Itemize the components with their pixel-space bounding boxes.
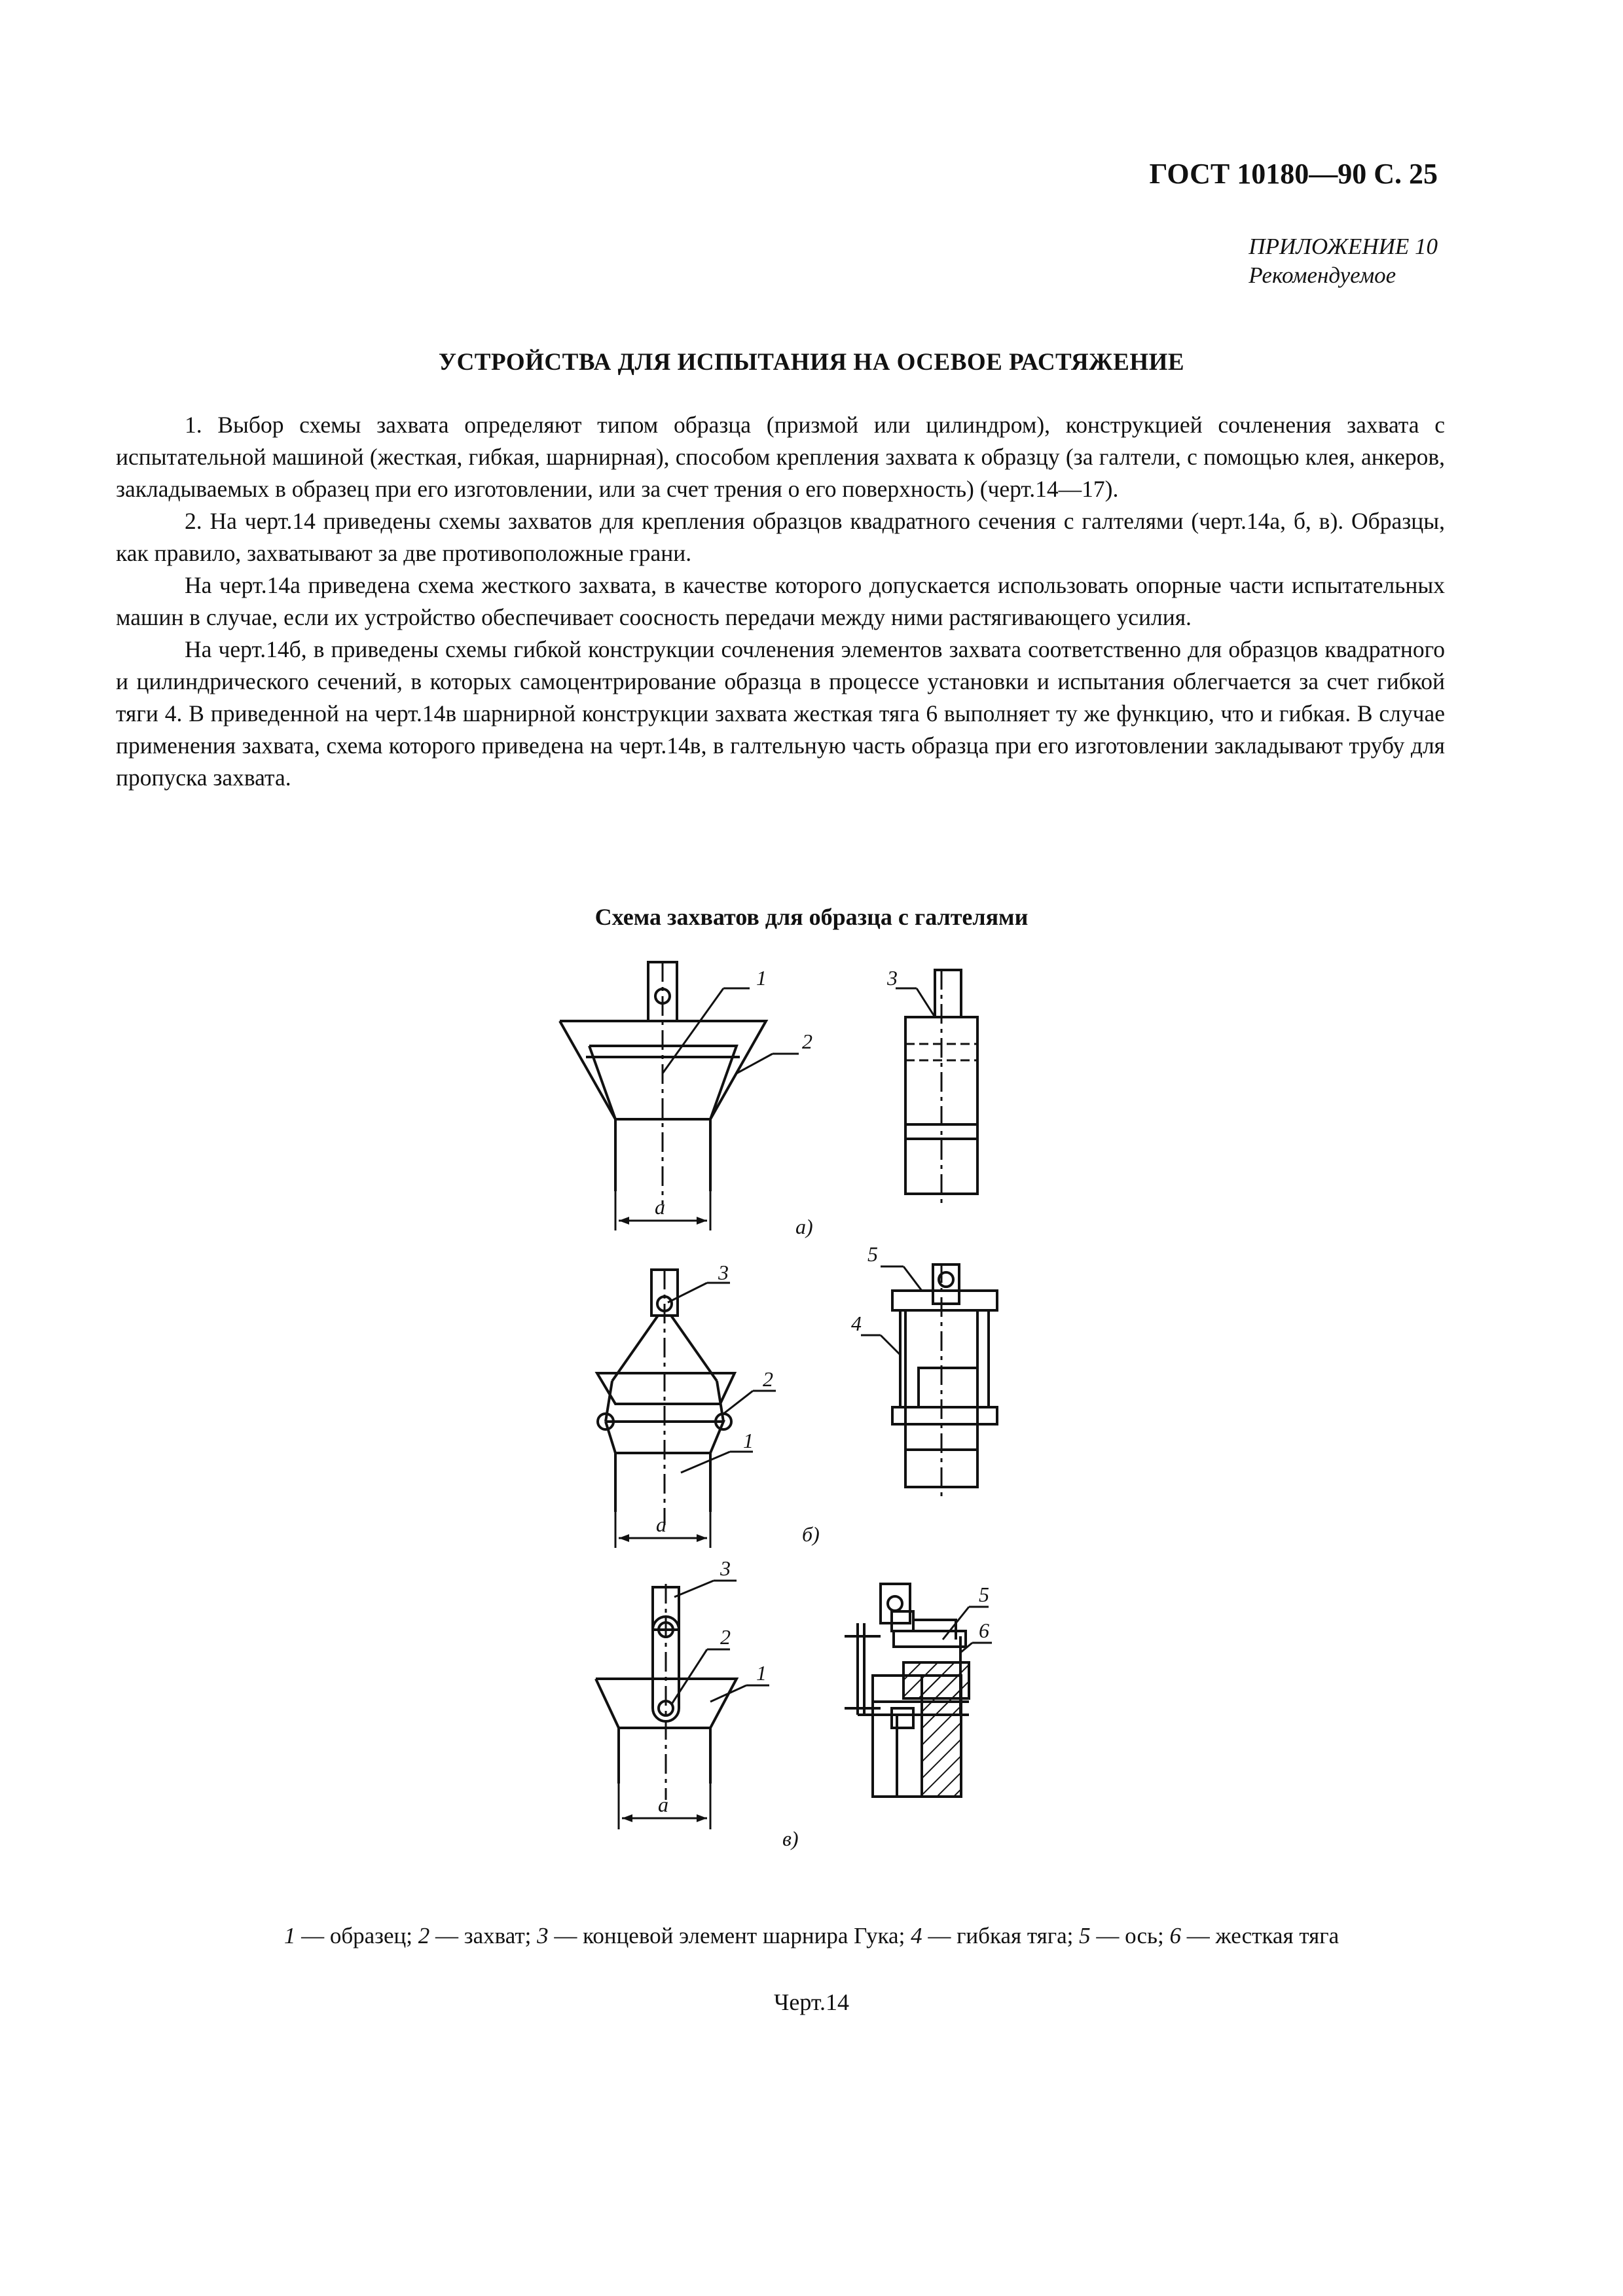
figure-subtitle: Схема захватов для образца с галтелями [594, 904, 1029, 930]
panel-label-c: в) [782, 1827, 799, 1850]
legend-num-6: 6 [1169, 1923, 1181, 1948]
scheme-c-side [845, 1584, 992, 1797]
scheme-c-front [596, 1581, 769, 1829]
callout-2-b: 2 [763, 1367, 773, 1391]
callout-1-b: 1 [743, 1429, 754, 1452]
section-title: УСТРОЙСТВА ДЛЯ ИСПЫТАНИЯ НА ОСЕВОЕ РАСТЯЖЕНИЕ [438, 349, 1185, 376]
panel-label-b: б) [802, 1522, 820, 1546]
appendix-label: ПРИЛОЖЕНИЕ 10 [1249, 234, 1438, 259]
dimension-a-2: a [656, 1513, 666, 1536]
scheme-a-front [560, 962, 799, 1230]
paragraph-1: 1. Выбор схемы захвата определяют типом образца (призмой или цилиндром), конструкцией сочленения захвата с испытательной машиной (жесткая, гибкая, шарнирная), способом крепления захвата к образцу (за галтели, с помощью клея, анкеров, закладываемых в образец при его изготовлении, или за счет трения о его поверхность) (черт.14—17). [116, 412, 1445, 502]
callout-6-c: 6 [979, 1619, 989, 1642]
scheme-b-side [861, 1263, 997, 1499]
dimension-a-1: a [655, 1195, 665, 1219]
legend-text-4: гибкая тяга [957, 1923, 1067, 1948]
document-code: ГОСТ 10180—90 С. 25 [1149, 158, 1438, 190]
scheme-a-side [896, 970, 977, 1204]
figure-caption: Черт.14 [774, 1989, 849, 2015]
legend-num-5: 5 [1079, 1923, 1091, 1948]
dimension-a-3: a [658, 1793, 668, 1816]
callout-1-c: 1 [756, 1661, 767, 1685]
paragraph-4: На черт.14б, в приведены схемы гибкой конструкции сочленения элементов захвата соответственно для образцов квадратного и цилиндрического сечений, в которых самоцентрирование образца в процессе установки и испытания облегчается за счет гибкой тяги 4. В приведенной на черт.14в шарнирной конструкции захвата жесткая тяга 6 выполняет ту же функцию, что и гибкая. В случае применения захвата, схема которого приведена на черт.14в, в галтельную часть образца при его изготовлении закладывают трубу для пропуска захвата. [116, 636, 1445, 791]
figure-legend: 1 — образец; 2 — захват; 3 — концевой элемент шарнира Гука; 4 — гибкая тяга; 5 — ось; 6 — жесткая тяга [283, 1923, 1340, 1948]
paragraph-2: 2. На черт.14 приведены схемы захватов для крепления образцов квадратного сечения с галтелями (черт.14а, б, в). Образцы, как правило, захватывают за две противоположные грани. [116, 508, 1445, 566]
legend-text-5: ось [1125, 1923, 1158, 1948]
paragraph-3: На черт.14а приведена схема жесткого захвата, в качестве которого допускается использовать опорные части испытательных машин в случае, если их устройство обеспечивает соосность передачи между ними растягивающего усилия. [116, 572, 1445, 630]
callout-4-b: 4 [851, 1312, 862, 1335]
callout-2-a: 2 [802, 1030, 812, 1053]
legend-text-6: жесткая тяга [1215, 1923, 1340, 1948]
legend-num-4: 4 [911, 1923, 922, 1948]
legend-text-1: образец [329, 1923, 407, 1948]
legend-num-2: 2 [418, 1923, 430, 1948]
panel-label-a: а) [795, 1215, 813, 1238]
callout-5-b: 5 [867, 1242, 878, 1266]
callout-3-b: 3 [718, 1261, 729, 1284]
appendix-status: Рекомендуемое [1249, 262, 1396, 288]
callout-5-c: 5 [979, 1583, 989, 1606]
callout-3-a: 3 [887, 966, 898, 990]
legend-num-3: 3 [537, 1923, 549, 1948]
scheme-b-front [597, 1270, 776, 1548]
legend-text-3: концевой элемент шарнира Гука [583, 1923, 899, 1948]
legend-num-1: 1 [283, 1923, 296, 1948]
callout-3-c: 3 [720, 1556, 731, 1580]
legend-text-2: захват [464, 1923, 525, 1948]
callout-2-c: 2 [720, 1625, 731, 1649]
callout-1-a: 1 [756, 966, 767, 990]
